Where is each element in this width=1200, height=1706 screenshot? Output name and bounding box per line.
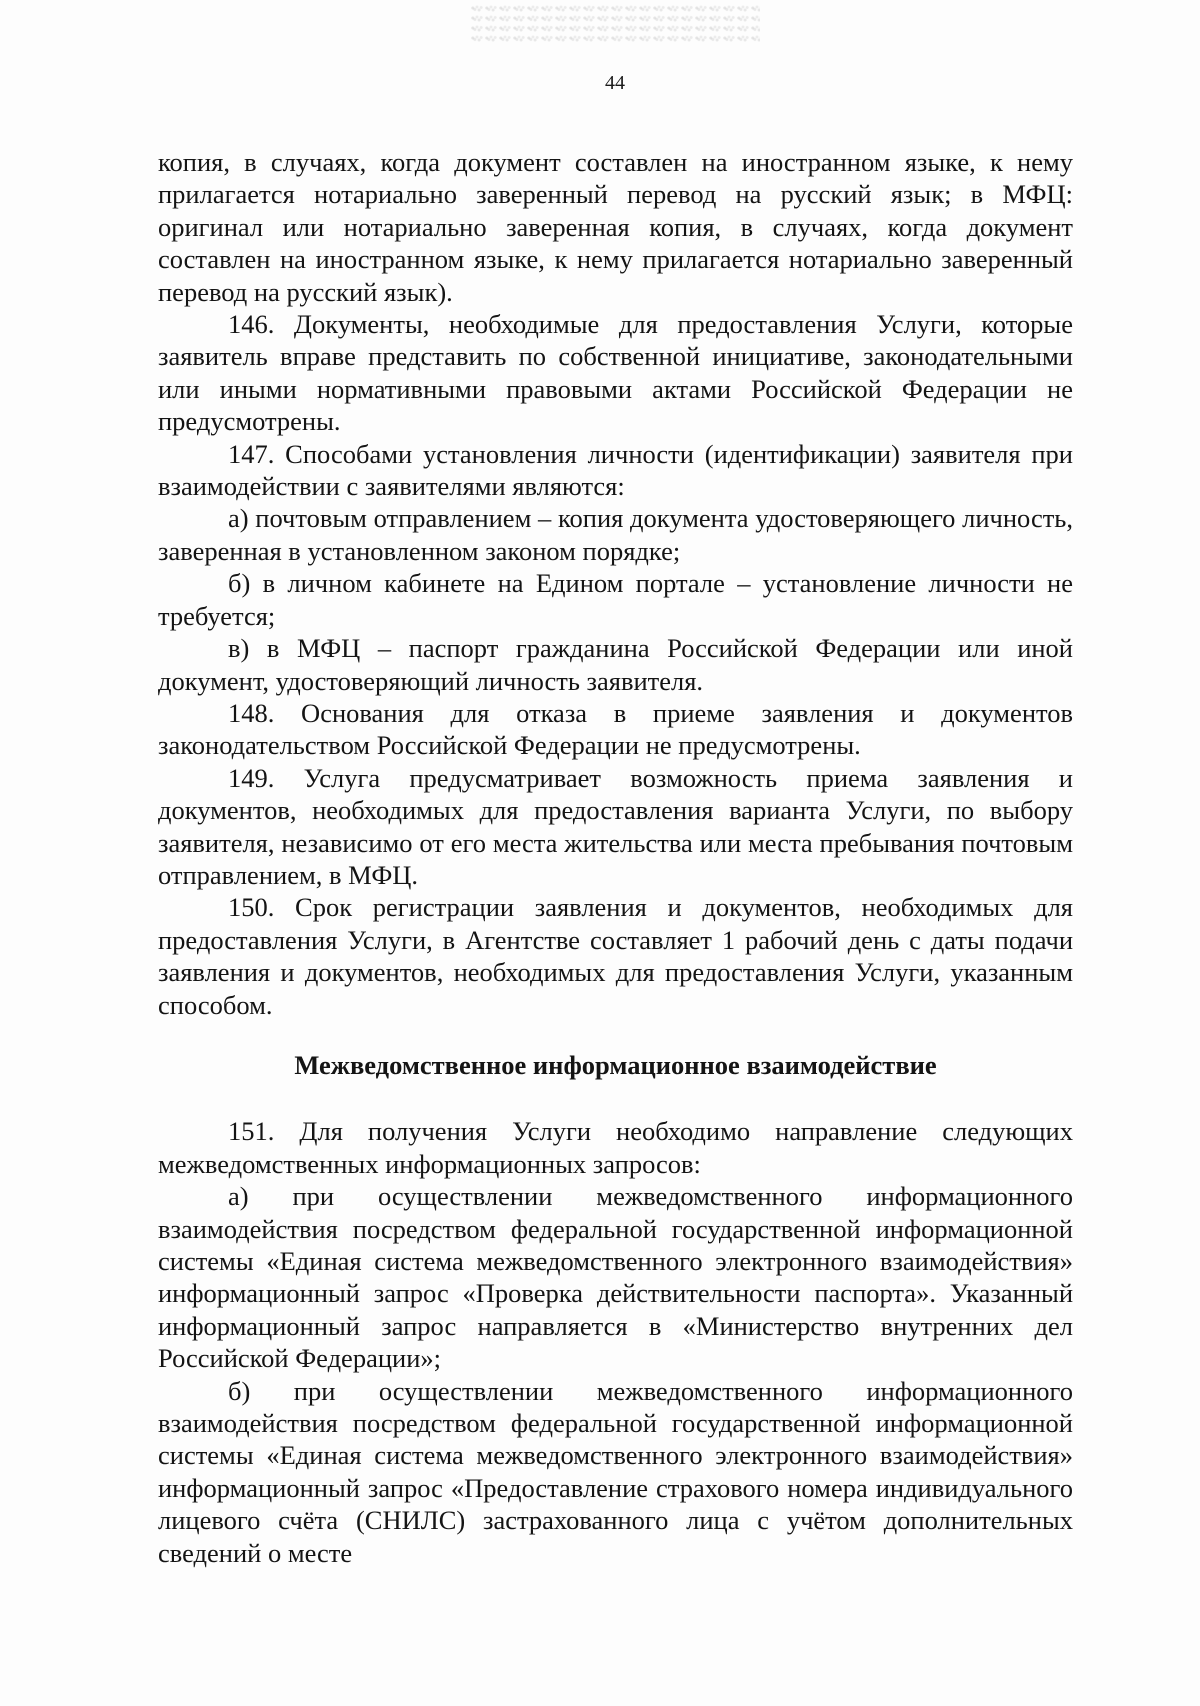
paragraph-149: 149. Услуга предусматривает возможность приема заявления и документов, необходимых для предоставления варианта Услуги, по выбору заявителя, независимо от его места жительства или места пребывания почтовым отправлением, в МФЦ. [158,762,1073,890]
section-heading: Межведомственное информационное взаимодействие [294,1049,937,1080]
paragraph-147-a: а) почтовым отправлением – копия документа удостоверяющего личность, заверенная в установленном законом порядке; [158,503,1073,566]
page-number: 44 [605,72,625,94]
paragraph-147: 147. Способами установления личности (идентификации) заявителя при взаимодействии с заявителями являются: [158,438,1073,502]
paragraph-151-b: б) при осуществлении межведомственного информационного взаимодействия посредством федеральной государственной информационной системы «Единая система межведомственного электронного взаимодействия» информационный запрос «Предоставление страхового номера индивидуального лицевого счёта (СНИЛС) застрахованного лица с учётом дополнительных сведений о месте [158,1375,1073,1568]
paragraph-146: 146. Документы, необходимые для предоставления Услуги, которые заявитель вправе представить по собственной инициативе, законодательными или иными нормативными правовыми актами Российской Федерации не предусмотрены. [158,309,1073,437]
paragraph-148: 148. Основания для отказа в приеме заявления и документов законодательством Российской Федерации не предусмотрены. [158,697,1073,761]
paragraph-147-v: в) в МФЦ – паспорт гражданина Российской Федерации или иной документ, удостоверяющий личность заявителя. [158,633,1073,696]
paragraph-147-b: б) в личном кабинете на Едином портале – установление личности не требуется; [158,568,1073,631]
paragraph-continuation: копия, в случаях, когда документ составлен на иностранном языке, к нему прилагается нотариально заверенный перевод на русский язык; в МФЦ: оригинал или нотариально заверенная копия, в случаях, когда документ составлен на иностранном языке, к нему прилагается нотариально заверенный перевод на русский язык). [158,147,1073,307]
document-body [158,146,1073,1569]
paragraph-150: 150. Срок регистрации заявления и документов, необходимых для предоставления Услуги, в Агентстве составляет 1 рабочий день с даты подачи заявления и документов, необходимых для предоставления Услуги, указанным способом. [158,892,1073,1020]
scan-artifact [470,4,760,44]
paragraph-151: 151. Для получения Услуги необходимо направление следующих межведомственных информационных запросов: [158,1116,1073,1179]
paragraph-151-a: а) при осуществлении межведомственного информационного взаимодействия посредством федеральной государственной информационной системы «Единая система межведомственного электронного взаимодействия» информационный запрос «Проверка действительности паспорта». Указанный информационный запрос направляется в «Министерство внутренних дел Российской Федерации»; [158,1181,1073,1374]
